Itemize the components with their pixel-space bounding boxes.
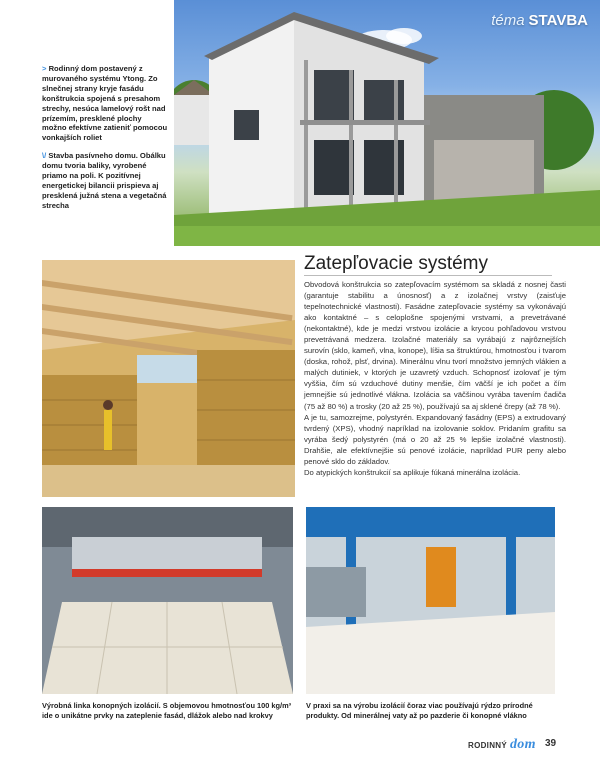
brand-word: dom (510, 737, 536, 752)
article-title: Zatepľovacie systémy (304, 253, 488, 274)
hemp-insulation-line-photo (42, 507, 293, 694)
house-illustration (174, 0, 600, 246)
hero-photo-house (174, 0, 600, 246)
bottom-left-caption: Výrobná linka konopných izolácií. S objemovou hmotnosťou 100 kg/m³ ide o unikátne prvky na zateplenie fasád, dlážok alebo nad krokvy (42, 701, 292, 720)
insulation-production-photo (306, 507, 555, 694)
hero-caption: > Rodinný dom postavený z murovaného systému Ytong. Zo slnečnej strany kryje fasádu konštrukcia spojená s presahom strechy, nesúca lamelový rošt nad prízemím, presklené plochy možno efektívne zatieniť pomocou vonkajších roliet (42, 64, 168, 143)
article-body (304, 279, 566, 478)
section-tag (491, 12, 588, 29)
brand-prefix: RODINNÝ (468, 741, 507, 750)
production-hall-illustration (306, 507, 555, 694)
page-number: 39 (545, 738, 557, 749)
article-paragraph: A je tu, samozrejme, polystyrén. Expandovaný fasádny (EPS) a extrudovaný tvrdený (XPS), vhodný napríklad na izolovanie soklov. Pridaním grafitu sa vyrába šedý polystyrén (má o 20 až 25 % lepšie izolačné vlastnosti). Drahšie, ale efektívnejšie sú penové izolácie, napríklad PUR peny alebo penové sklo do základov. (304, 412, 566, 466)
article-paragraph: Obvodová konštrukcia so zatepľovacím systémom sa skladá z nosnej časti (garantuje stabilitu a únosnosť) a z izolačnej vrstvy (zaisťuje tepelnotechnické vlastnosti). Fasádne zatepľovacie systémy sa vykonávajú ako kontaktné – s celoplošne spojenými vrstvami, a prevetrávané (nekontaktné), kde je medzi vrstvou izolácie a krycou pohľadovou vrstvou prevetrávaná medzera. Izolačné materiály sa vyrábajú z najrôznejších surovín (sklo, kameň, vlna, konope), líšia sa štruktúrou, hmotnosťou i tvarom (doska, rohož, plsť, drvina). Minerálnu vlnu tvorí množstvo jemných vlákien a malých dutiniek, v ktorých je uzavretý vzduch. Schopnosť izolovať je tým vyššia, čím sú vzduchové dutiny menšie, čím väčší je ich počet a čím jemnejšie sú jednotlivé vlákna. Izolácia sa väčšinou vyrába tavením čadiča (75 až 80 %) a trosky (20 až 25 %), používajú sa aj sklené črepy (až 78 %). (304, 280, 566, 411)
magazine-brand (468, 737, 536, 753)
straw-bale-illustration (42, 260, 295, 497)
arrow-marker-icon: \/ (42, 151, 47, 160)
section-tag-bold: STAVBA (528, 12, 588, 29)
article-paragraph: Do atypických konštrukcií sa aplikuje fúkaná minerálna izolácia. (304, 467, 521, 477)
production-line-illustration (42, 507, 293, 694)
arrow-marker-icon: > (42, 64, 47, 73)
bottom-right-caption: V praxi sa na výrobu izolácií čoraz viac používajú rýdzo prírodné produkty. Od minerálnej vaty až po pazderie či konopné vlákno (306, 701, 533, 720)
title-divider (304, 275, 552, 276)
section-tag-light: téma (491, 12, 525, 29)
hero-secondary-caption: \/ Stavba pasívneho domu. Obálku domu tvoria baliky, vyrobené priamo na poli. K pozitívnej energetickej bilancii prispieva aj presklená južná stena a vegetačná strecha (42, 151, 167, 210)
straw-bale-construction-photo (42, 260, 295, 497)
